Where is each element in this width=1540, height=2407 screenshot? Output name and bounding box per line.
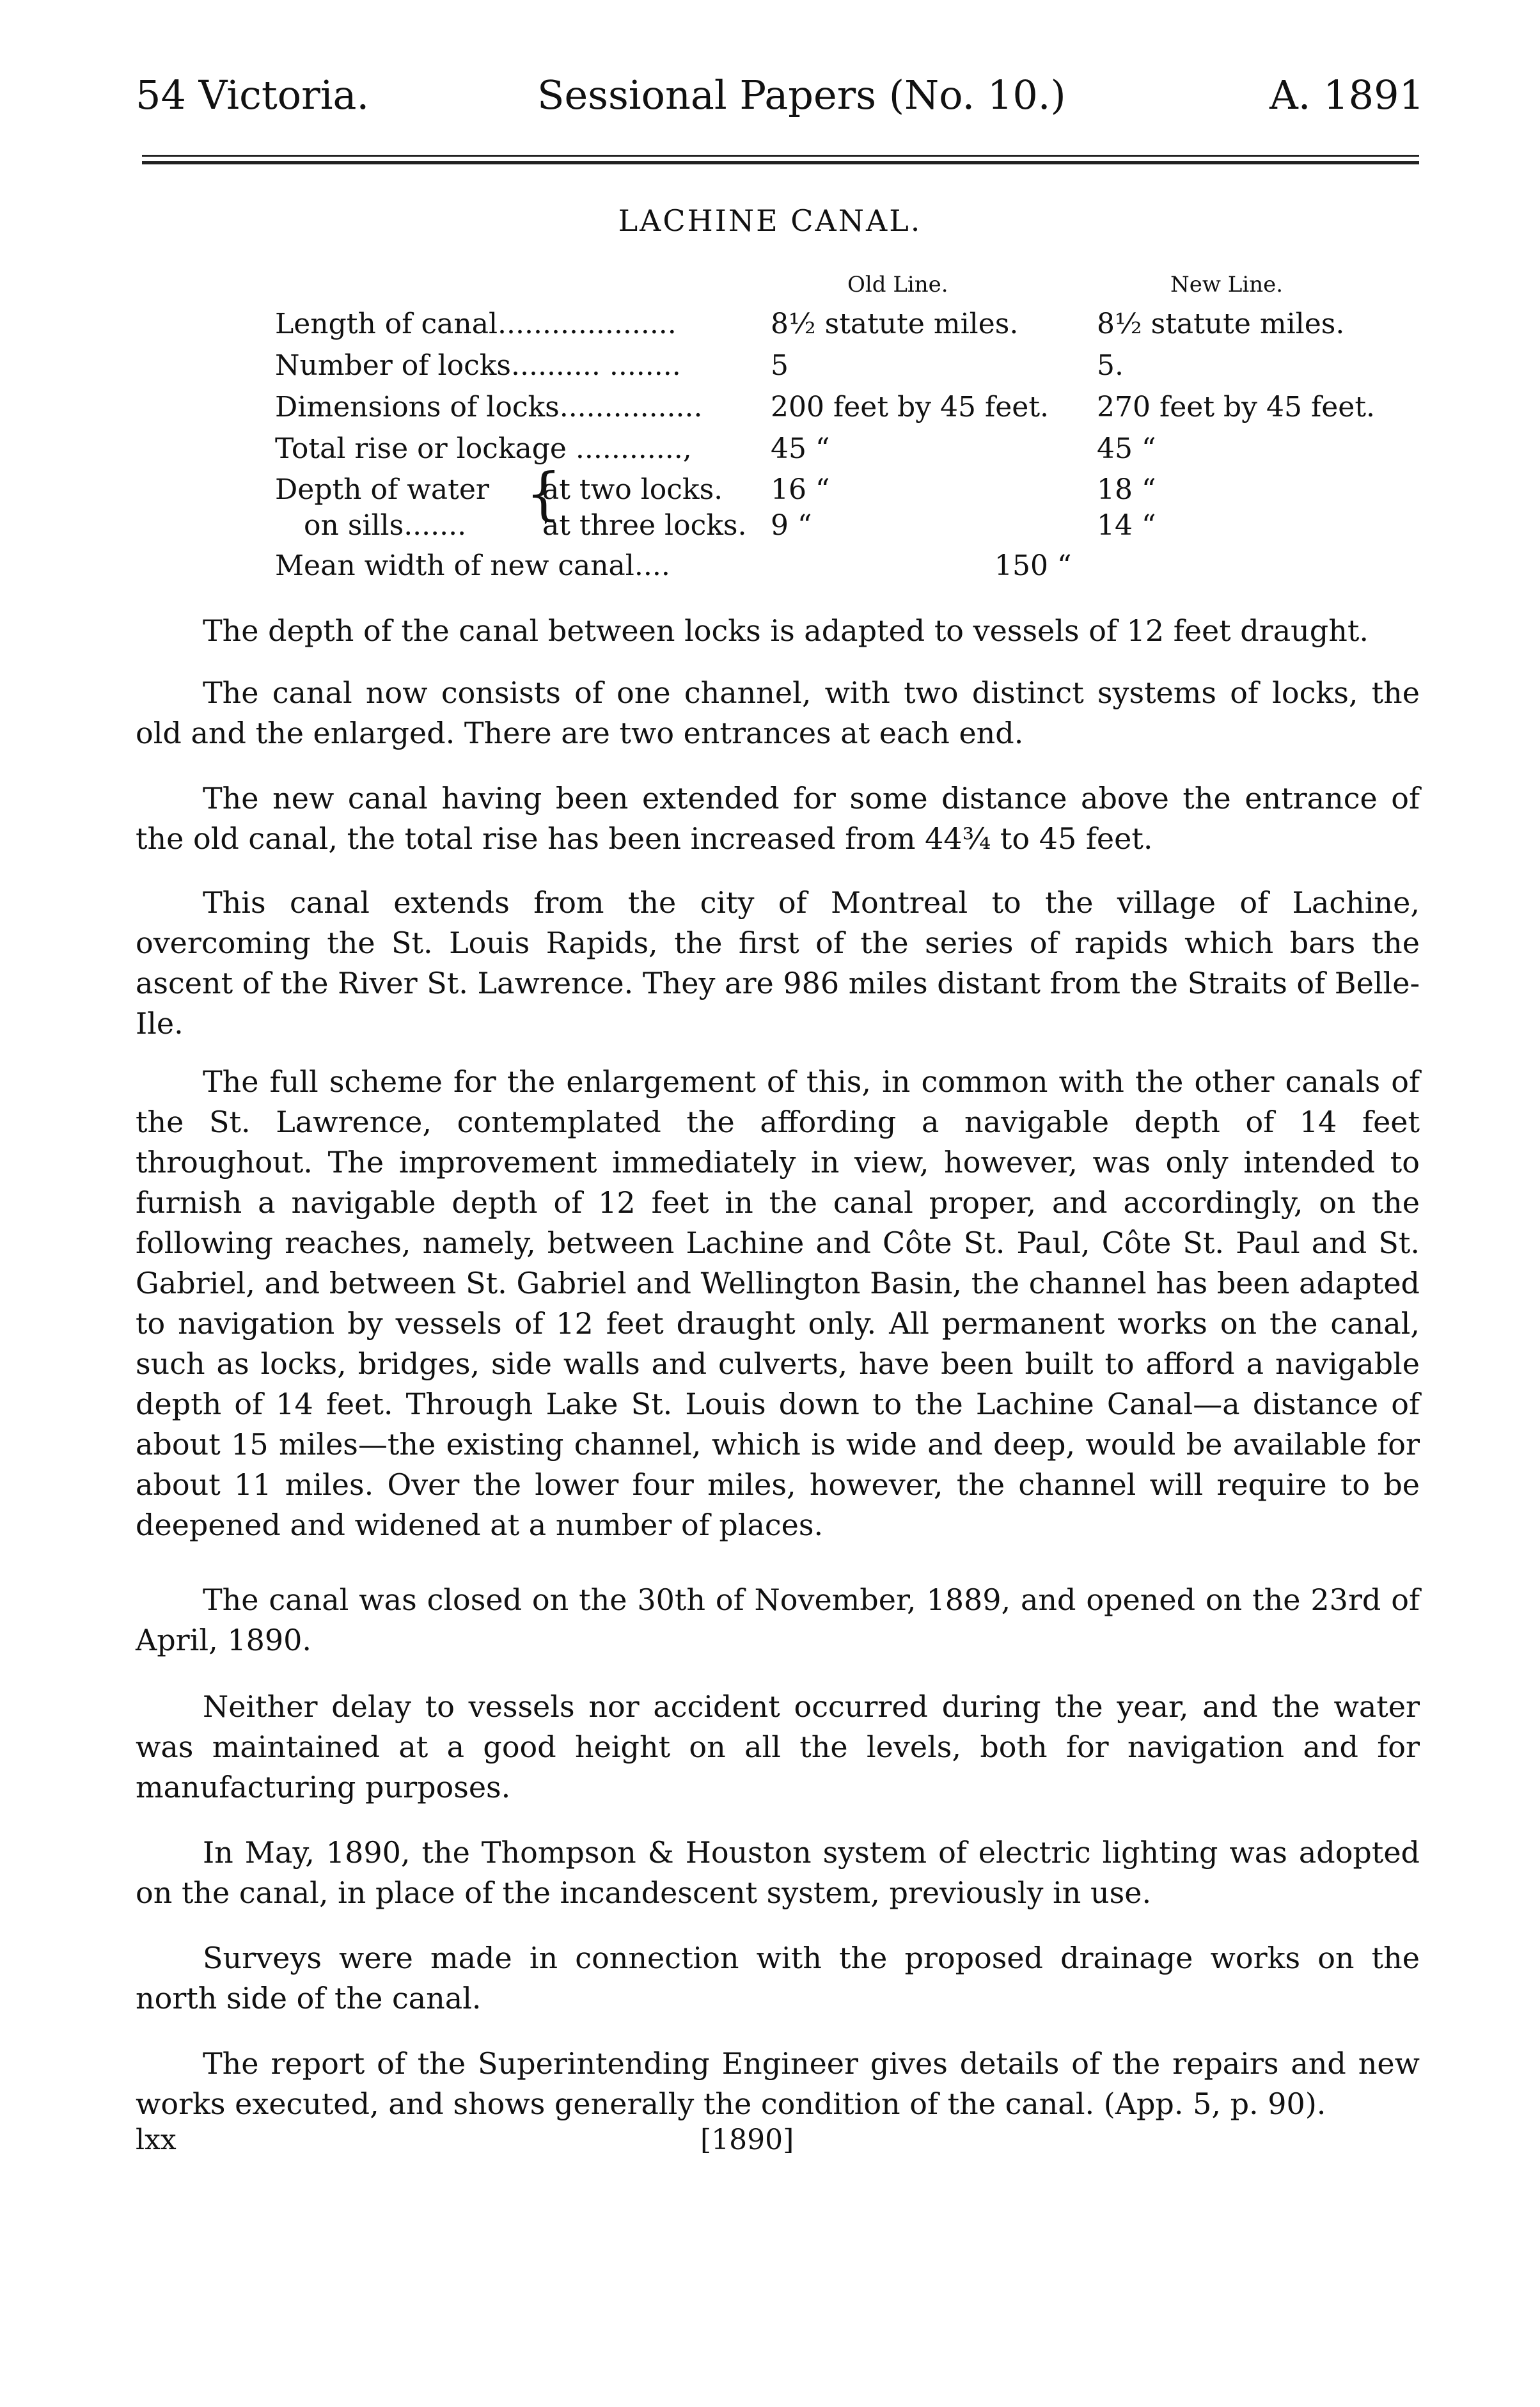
header-left: 54 Victoria. [136, 72, 370, 118]
row-label: Number of locks.......... ........ [275, 349, 681, 382]
column-header-new-line: New Line. [1170, 272, 1284, 297]
column-header-old-line: Old Line. [847, 272, 948, 297]
header-center: Sessional Papers (No. 10.) [537, 72, 1066, 118]
page-title: LACHINE CANAL. [618, 203, 922, 238]
mean-width-label: Mean width of new canal.... [275, 549, 670, 582]
header-rule-thick [142, 161, 1419, 164]
depth-old-two-locks: 16 “ [771, 473, 830, 506]
depth-brace: { [526, 461, 562, 526]
row-label: Dimensions of locks................ [275, 391, 703, 423]
row-label: Total rise or lockage ............, [275, 432, 692, 465]
header-right: A. 1891 [1269, 72, 1424, 118]
row-new-value: 45 “ [1097, 432, 1156, 465]
row-label: Length of canal.................... [275, 308, 677, 340]
paragraph: Surveys were made in connection with the proposed drainage works on the north side of the canal. [136, 1941, 1420, 2016]
paragraph: In May, 1890, the Thompson & Houston system of electric lighting was adopted on the canal, in place of the incandescent system, previously in use. [136, 1835, 1420, 1910]
depth-new-two-locks: 18 “ [1097, 473, 1156, 506]
paragraph: The new canal having been extended for some distance above the entrance of the old canal, the total rise has been increased from 44¾ to 45 feet. [136, 781, 1420, 856]
paragraph: The report of the Superintending Engineer gives details of the repairs and new works executed, and shows generally the condition of the canal. (App. 5, p. 90). [136, 2046, 1420, 2121]
depth-sub-two-locks: at two locks. [542, 473, 723, 506]
row-new-value: 5. [1097, 349, 1124, 382]
depth-new-three-locks: 14 “ [1097, 509, 1156, 542]
footer-page-number: lxx [136, 2124, 177, 2156]
depth-label: Depth of water [275, 473, 489, 506]
paragraph: This canal extends from the city of Montreal to the village of Lachine, overcoming the St. Louis Rapids, the first of the series of rapids which bars the ascent of the River St. Lawrence. They are 986 miles distant from the Straits of Belle-Ile. [136, 885, 1420, 1041]
mean-width-value: 150 “ [994, 549, 1072, 582]
row-old-value: 8½ statute miles. [771, 308, 1019, 340]
depth-sub-three-locks: at three locks. [542, 509, 747, 542]
depth-label-sills: on sills....... [304, 509, 467, 542]
paragraph: The depth of the canal between locks is adapted to vessels of 12 feet draught. [203, 613, 1369, 648]
footer-year: [1890] [700, 2124, 794, 2156]
row-new-value: 270 feet by 45 feet. [1097, 391, 1376, 423]
paragraph: Neither delay to vessels nor accident occurred during the year, and the water was maintained at a good height on all the levels, both for navigation and for manufacturing purposes. [136, 1689, 1420, 1804]
row-old-value: 200 feet by 45 feet. [771, 391, 1049, 423]
row-new-value: 8½ statute miles. [1097, 308, 1345, 340]
paragraph: The canal was closed on the 30th of November, 1889, and opened on the 23rd of April, 1890. [136, 1582, 1420, 1657]
row-old-value: 5 [771, 349, 789, 382]
paragraph: The canal now consists of one channel, with two distinct systems of locks, the old and the enlarged. There are two entrances at each end. [136, 675, 1420, 750]
row-old-value: 45 “ [771, 432, 830, 465]
paragraph: The full scheme for the enlargement of this, in common with the other canals of the St. Lawrence, contemplated the affording a navigable depth of 14 feet throughout. The improvement immediately in view, however, was only intended to furnish a navigable depth of 12 feet in the canal proper, and accordingly, on the following reaches, namely, between Lachine and Côte St. Paul, Côte St. Paul and St. Gabriel, and between St. Gabriel and Wellington Basin, the channel has been adapted to navigation by vessels of 12 feet draught only. All permanent works on the canal, such as locks, bridges, side walls and culverts, have been built to afford a navigable depth of 14 feet. Through Lake St. Louis down to the Lachine Canal—a distance of about 15 miles—the existing channel, which is wide and deep, would be available for about 11 miles. Over the lower four miles, however, the channel will require to be deepened and widened at a number of places. [136, 1064, 1420, 1542]
header-rule [142, 155, 1419, 157]
depth-old-three-locks: 9 “ [771, 509, 812, 542]
